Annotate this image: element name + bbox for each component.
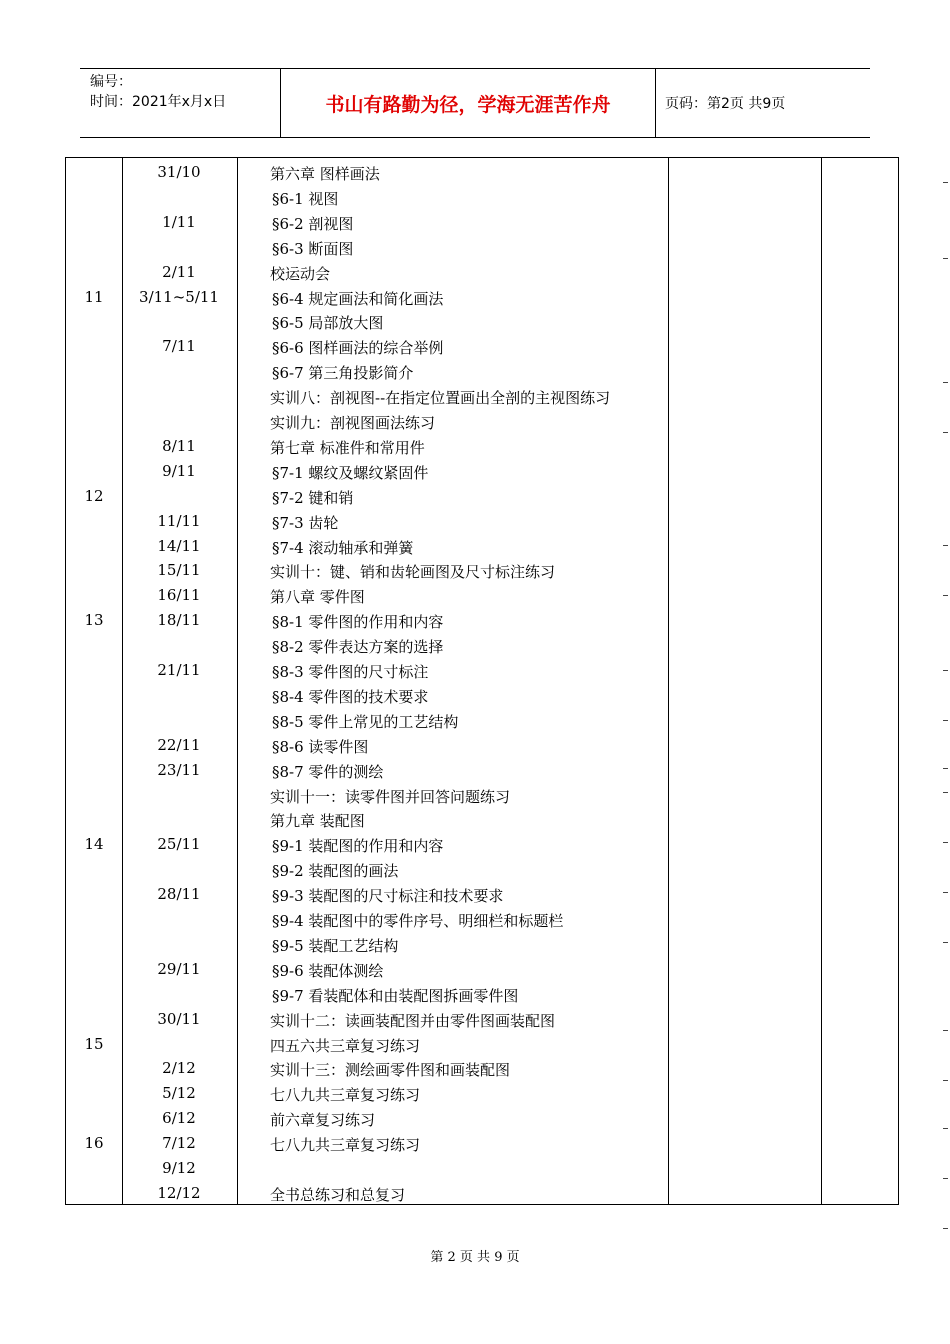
date-cell: 5/12: [162, 1084, 196, 1103]
header-divider: [655, 69, 656, 137]
content-cell: §9-7 看装配体和由装配图拆画零件图: [272, 986, 519, 1005]
content-cell: §8-1 零件图的作用和内容: [272, 613, 444, 632]
content-cell: §9-6 装配体测绘: [272, 961, 384, 980]
edge-mark: [943, 595, 948, 596]
week-cell: 12: [84, 486, 104, 505]
date-cell: 2/11: [162, 262, 196, 281]
table-row: [66, 210, 898, 235]
content-cell: §9-4 装配图中的零件序号、明细栏和标题栏: [272, 912, 564, 930]
content-cell: §7-1 螺纹及螺纹紧固件: [272, 463, 429, 482]
date-cell: 11/11: [157, 511, 201, 530]
edge-mark: [943, 670, 948, 671]
table-row: [66, 359, 898, 384]
content-cell: 第九章 装配图: [270, 812, 365, 831]
content-cell: §6-3 断面图: [272, 239, 354, 258]
content-cell: §6-6 图样画法的综合举例: [272, 339, 444, 358]
table-row: [66, 1007, 898, 1032]
week-cell: 14: [84, 835, 104, 854]
date-cell: 1/11: [162, 212, 196, 231]
edge-mark: [943, 892, 948, 893]
content-cell: §8-6 读零件图: [272, 737, 369, 756]
table-row: [66, 583, 898, 608]
table-row: [66, 783, 898, 808]
header-page-info: 页码：第2页 共9页: [665, 96, 786, 112]
table-row: [66, 907, 898, 932]
table-row: [66, 1181, 898, 1206]
week-cell: 16: [84, 1134, 104, 1153]
content-cell: 七八九共三章复习练习: [270, 1086, 421, 1105]
table-row: [66, 957, 898, 982]
date-cell: 15/11: [157, 561, 201, 580]
content-cell: 实训十一：读零件图并回答问题练习: [270, 787, 511, 806]
content-cell: §6-5 局部放大图: [272, 314, 384, 333]
week-cell: 15: [84, 1034, 104, 1053]
table-row: [66, 484, 898, 509]
date-cell: 28/11: [157, 885, 201, 904]
week-cell: 13: [84, 611, 104, 630]
page-header: [80, 68, 870, 138]
table-row: [66, 235, 898, 260]
table-row: [66, 758, 898, 783]
content-cell: §9-5 装配工艺结构: [272, 936, 399, 955]
table-row: [66, 608, 898, 633]
edge-mark: [943, 382, 948, 383]
table-row: [66, 1056, 898, 1081]
content-cell: §8-3 零件图的尺寸标注: [272, 663, 429, 681]
content-cell: §6-7 第三角投影简介: [272, 364, 414, 383]
date-cell: 30/11: [157, 1009, 201, 1028]
table-row: [66, 309, 898, 334]
content-cell: §8-2 零件表达方案的选择: [272, 638, 444, 657]
date-cell: 3/11~5/11: [139, 287, 219, 306]
edge-mark: [943, 1228, 948, 1229]
date-cell: 25/11: [157, 835, 201, 854]
content-cell: 校运动会: [270, 264, 331, 283]
schedule-table: [65, 157, 899, 1205]
edge-mark: [943, 1128, 948, 1129]
content-cell: §6-2 剖视图: [272, 214, 354, 233]
date-cell: 18/11: [157, 611, 201, 630]
date-cell: 7/11: [162, 337, 196, 356]
edge-mark: [943, 768, 948, 769]
table-row: [66, 160, 898, 185]
table-row: [66, 285, 898, 310]
date-cell: 8/11: [162, 436, 196, 455]
table-row: [66, 857, 898, 882]
content-cell: §9-2 装配图的画法: [272, 862, 399, 881]
content-cell: 全书总练习和总复习: [270, 1185, 406, 1204]
date-cell: 31/10: [157, 163, 201, 181]
edge-mark: [943, 1030, 948, 1031]
table-row: [66, 733, 898, 758]
content-cell: §7-3 齿轮: [272, 513, 339, 532]
content-cell: 实训十二：读画装配图并由零件图画装配图: [270, 1011, 556, 1030]
header-meta: [80, 69, 280, 137]
table-row: [66, 260, 898, 285]
date-cell: 21/11: [157, 661, 201, 679]
table-row: [66, 434, 898, 459]
table-row: [66, 558, 898, 583]
content-cell: §8-7 零件的测绘: [272, 762, 384, 781]
date-cell: 14/11: [157, 536, 201, 555]
page-footer: 第 2 页 共 9 页: [430, 1250, 520, 1265]
date-cell: 7/12: [162, 1134, 196, 1153]
date-cell: 12/12: [157, 1183, 201, 1202]
edge-mark: [943, 182, 948, 183]
content-cell: 前六章复习练习: [270, 1111, 376, 1130]
content-cell: 第八章 零件图: [270, 588, 365, 607]
table-row: [66, 633, 898, 658]
date-cell: 22/11: [157, 735, 201, 754]
table-row: [66, 882, 898, 907]
content-cell: 四五六共三章复习练习: [270, 1036, 421, 1055]
table-row: [66, 459, 898, 484]
table-row: [66, 658, 898, 683]
table-row: [66, 384, 898, 409]
number-label: 编号：: [90, 74, 132, 90]
table-row: [66, 982, 898, 1007]
table-row: [66, 683, 898, 708]
date-cell: 29/11: [157, 959, 201, 978]
edge-mark: [943, 258, 948, 259]
content-cell: §7-2 键和销: [272, 488, 354, 507]
content-cell: 七八九共三章复习练习: [270, 1136, 421, 1155]
date-cell: 9/11: [162, 461, 196, 480]
edge-mark: [943, 720, 948, 721]
date-cell: 2/12: [162, 1059, 196, 1078]
content-cell: §6-1 视图: [272, 189, 339, 208]
content-cell: 实训十：键、销和齿轮画图及尺寸标注练习: [270, 563, 556, 582]
content-cell: §9-1 装配图的作用和内容: [272, 837, 444, 856]
table-row: [66, 334, 898, 359]
week-cell: 11: [84, 287, 104, 306]
date-cell: 23/11: [157, 760, 201, 779]
table-row: [66, 1156, 898, 1181]
table-row: [66, 185, 898, 210]
content-cell: §8-4 零件图的技术要求: [272, 687, 429, 706]
header-motto: 书山有路勤为径，学海无涯苦作舟: [325, 93, 611, 116]
edge-marks: [943, 170, 950, 1230]
date-cell: 9/12: [162, 1159, 196, 1177]
edge-mark: [943, 432, 948, 433]
time-label: 时间：2021年x月x日: [90, 94, 227, 110]
table-row: [66, 1106, 898, 1131]
table-row: [66, 409, 898, 434]
edge-mark: [943, 545, 948, 546]
table-row: [66, 509, 898, 534]
content-cell: 第六章 图样画法: [270, 165, 380, 183]
edge-mark: [943, 942, 948, 943]
table-row: [66, 1032, 898, 1057]
content-cell: 第七章 标准件和常用件: [270, 438, 425, 457]
edge-mark: [943, 1178, 948, 1179]
edge-mark: [943, 792, 948, 793]
date-cell: 16/11: [157, 586, 201, 605]
table-row: [66, 534, 898, 559]
content-cell: §6-4 规定画法和简化画法: [272, 289, 444, 308]
date-cell: 6/12: [162, 1109, 196, 1128]
content-cell: §7-4 滚动轴承和弹簧: [272, 538, 414, 557]
table-row: [66, 708, 898, 733]
table-row: [66, 1081, 898, 1106]
content-cell: 实训十三：测绘画零件图和画装配图: [270, 1061, 511, 1080]
content-cell: §8-5 零件上常见的工艺结构: [272, 712, 459, 731]
table-row: [66, 932, 898, 957]
content-cell: 实训九：剖视图画法练习: [270, 414, 436, 432]
content-cell: §9-3 装配图的尺寸标注和技术要求: [272, 887, 504, 906]
table-row: [66, 832, 898, 857]
edge-mark: [943, 842, 948, 843]
edge-mark: [943, 1080, 948, 1081]
content-cell: 实训八：剖视图--在指定位置画出全剖的主视图练习: [270, 389, 611, 408]
table-row: [66, 807, 898, 832]
table-row: [66, 1131, 898, 1156]
